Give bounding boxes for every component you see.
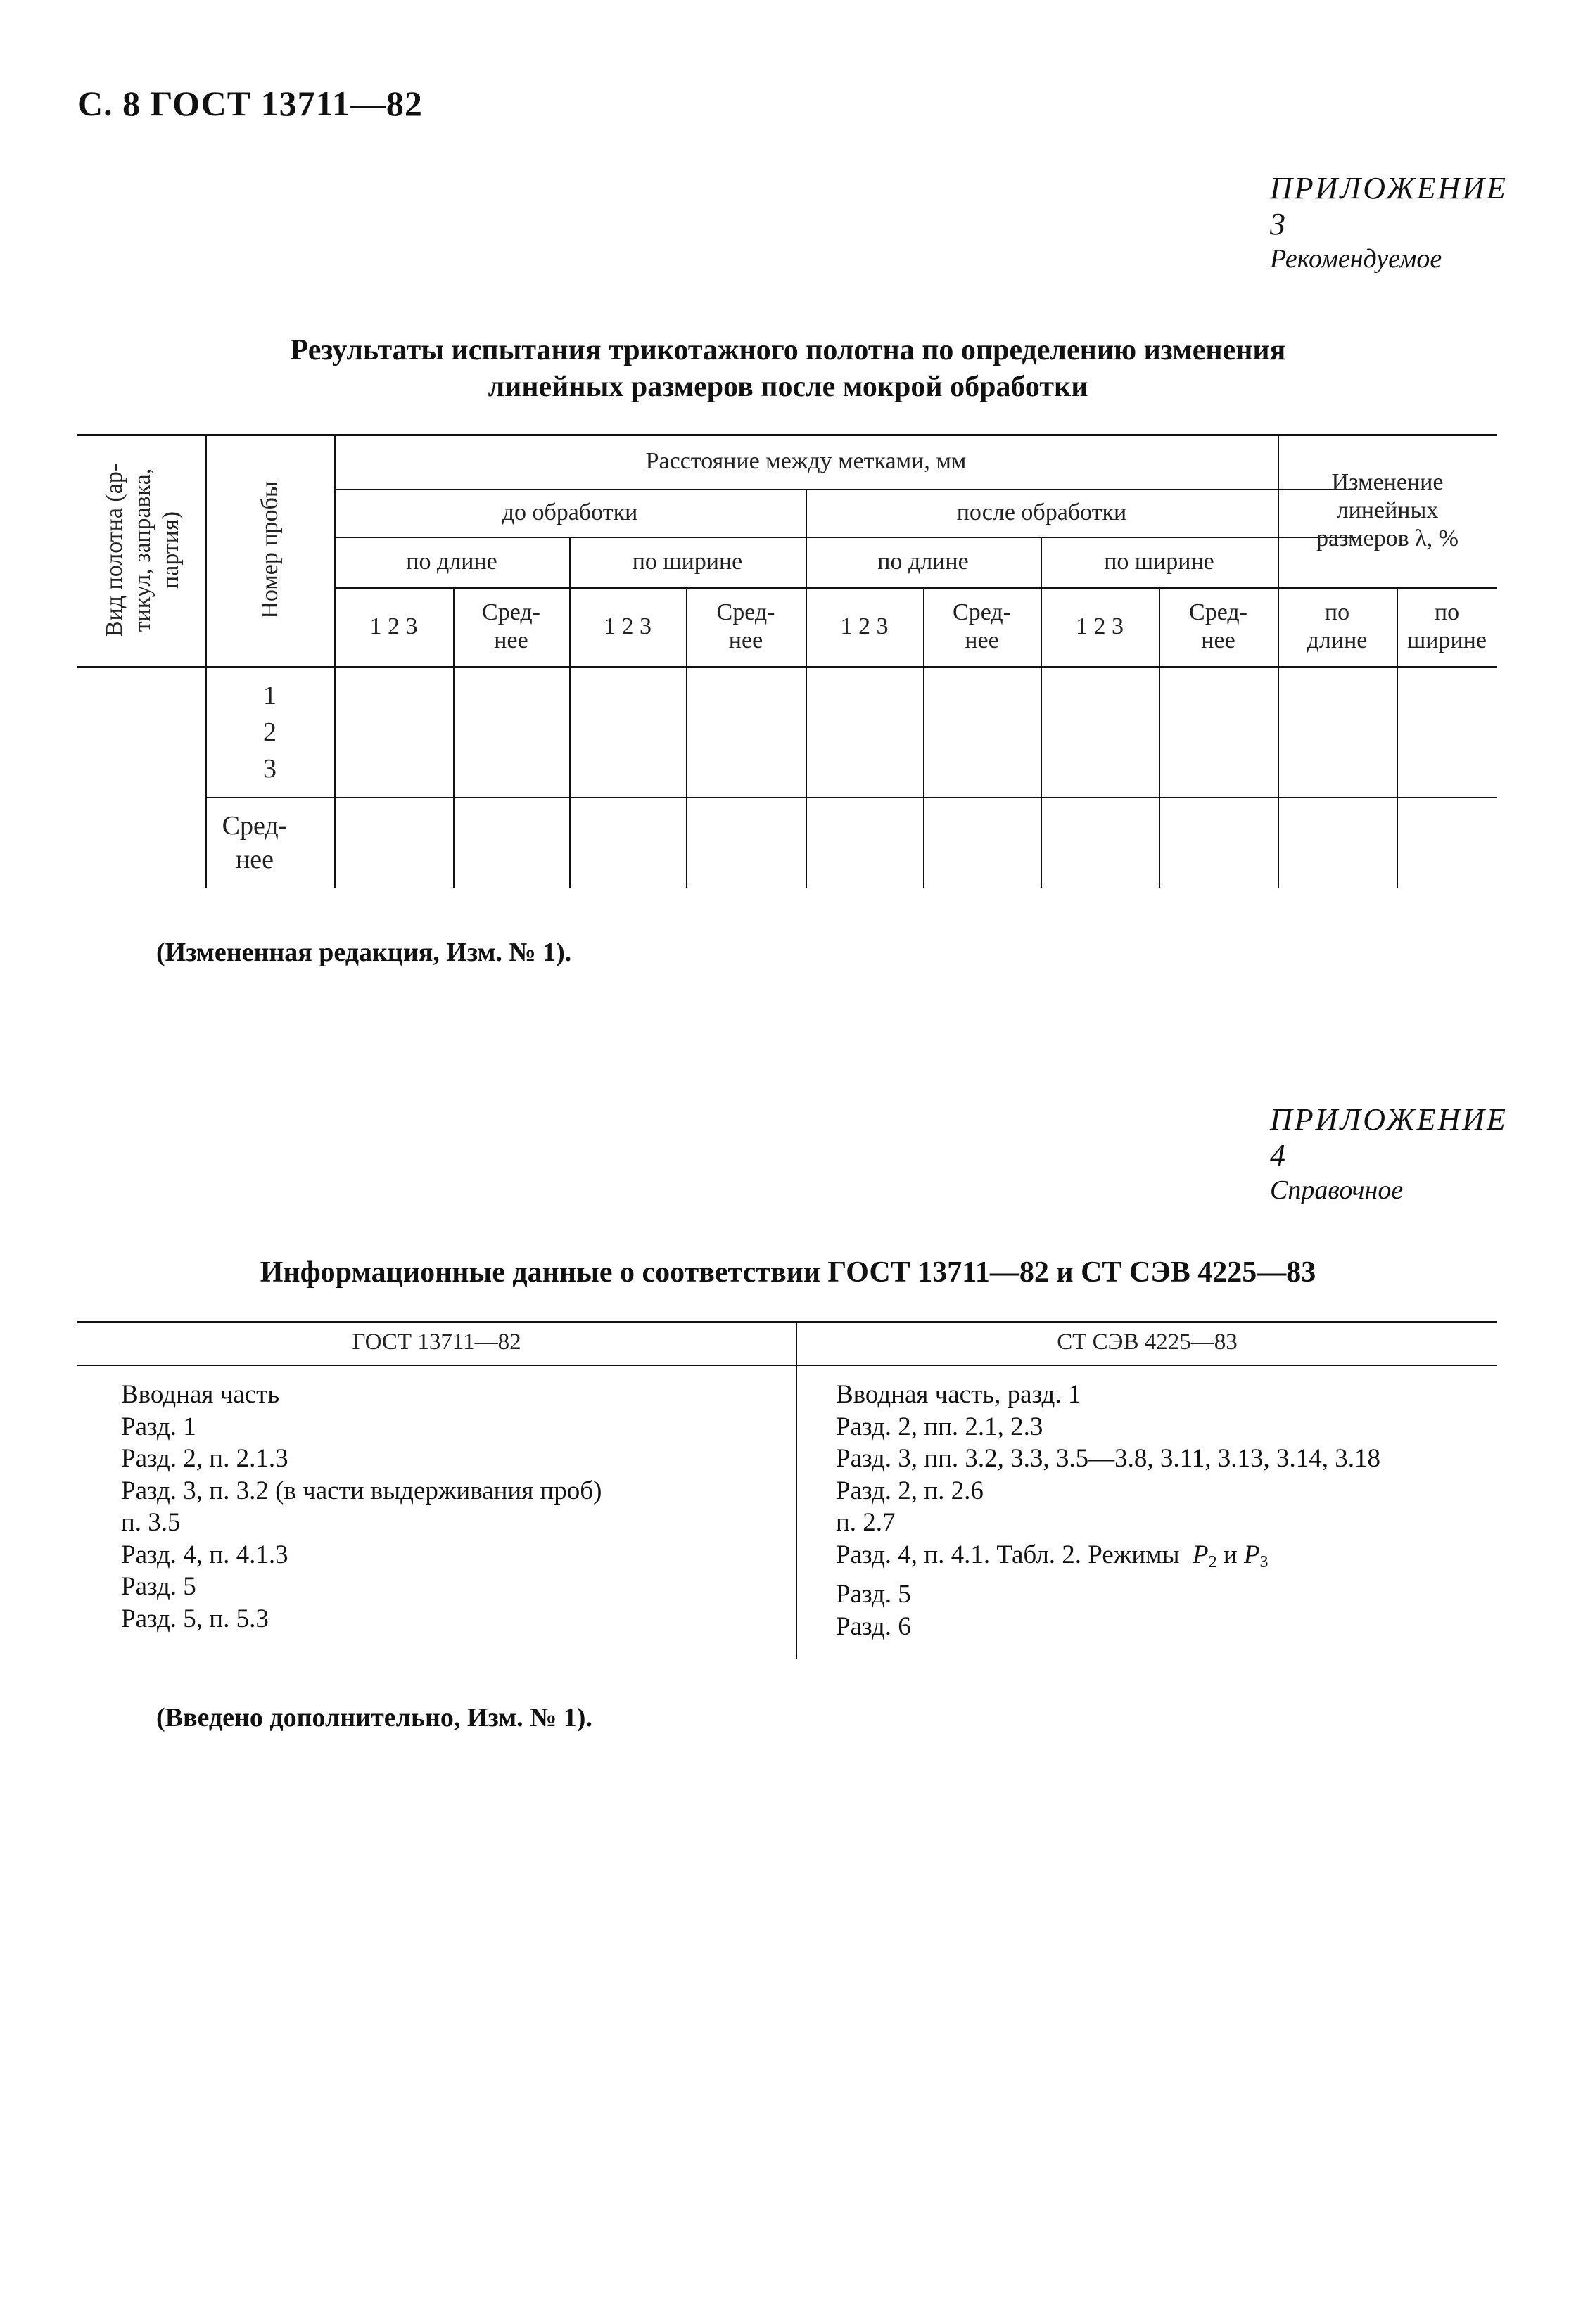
gost-clause: п. 3.5 <box>121 1508 181 1537</box>
amendment-note-2: (Введено дополнительно, Изм. № 1). <box>156 1703 592 1732</box>
appendix-4-subtitle: Справочное <box>1270 1175 1404 1205</box>
appendix-3-subtitle: Рекомендуемое <box>1270 244 1442 274</box>
sample-number: 1 <box>263 681 277 710</box>
sample-numbers <box>205 677 334 787</box>
row-average-label: Сред- нее <box>222 811 288 874</box>
after-by-width: по ширине <box>1104 549 1214 575</box>
seq-cell: 1 2 3 <box>604 613 652 639</box>
amendment-note-1: (Измененная редакция, Изм. № 1). <box>156 938 572 967</box>
col-fabric-kind-line: тикул, заправка, <box>129 468 155 632</box>
gost-clause: Разд. 1 <box>121 1412 196 1441</box>
correspondence-table <box>77 1321 1497 1659</box>
average-cell: Сред- нее <box>953 599 1011 653</box>
appendix-3-label <box>1270 170 1508 274</box>
page-header: С. 8 ГОСТ 13711—82 <box>77 84 423 123</box>
st-sev-clause: Разд. 3, пп. 3.2, 3.3, 3.5—3.8, 3.11, 3.13, 3.14, 3.18 <box>836 1444 1381 1473</box>
table1-title-line2: линейных размеров после мокрой обработки <box>488 371 1088 403</box>
average-cell: Сред- нее <box>716 599 775 653</box>
seq-cell: 1 2 3 <box>1076 613 1124 639</box>
sample-number: 3 <box>263 754 277 784</box>
table1-rule <box>205 797 1497 798</box>
st-sev-clause: Разд. 2, п. 2.6 <box>836 1476 984 1505</box>
after-by-length: по длине <box>877 549 969 575</box>
st-sev-clause: Вводная часть, разд. 1 <box>836 1380 1081 1409</box>
st-sev-clause: Разд. 6 <box>836 1611 911 1641</box>
change-by-width: по ширине <box>1407 599 1487 653</box>
gost-clause: Разд. 5 <box>121 1572 196 1601</box>
table2-header-gost: ГОСТ 13711—82 <box>352 1329 521 1355</box>
table2-header-st-sev: СТ СЭВ 4225—83 <box>1057 1329 1238 1355</box>
change-header <box>1278 434 1497 587</box>
change-header-line: Изменение <box>1331 469 1444 495</box>
results-table <box>77 434 1497 888</box>
col-fabric-kind-line: Вид полотна (ар- <box>101 463 127 637</box>
table1-title <box>0 332 1576 405</box>
before-by-width: по ширине <box>632 549 743 575</box>
table2-title: Информационные данные о соответствии ГОСТ 13711—82 и СТ СЭВ 4225—83 <box>260 1256 1316 1289</box>
col-fabric-kind <box>80 445 206 656</box>
sample-number: 2 <box>263 717 277 747</box>
gost-clause: Разд. 2, п. 2.1.3 <box>121 1444 288 1473</box>
seq-cell: 1 2 3 <box>840 613 889 639</box>
st-sev-clause: Разд. 2, пп. 2.1, 2.3 <box>836 1412 1043 1441</box>
col-sample-number <box>249 445 291 656</box>
table1-header-rule <box>77 666 1497 668</box>
change-by-length: по длине <box>1307 599 1368 653</box>
st-sev-clause: Разд. 4, п. 4.1. Табл. 2. Режимы $P_2$ и $P_3$ <box>836 1540 1269 1571</box>
average-cell: Сред- нее <box>482 599 540 653</box>
st-sev-clause: п. 2.7 <box>836 1508 896 1537</box>
gost-clause: Разд. 5, п. 5.3 <box>121 1604 269 1633</box>
table2-top-rule <box>77 1321 1497 1323</box>
gost-clause: Разд. 4, п. 4.1.3 <box>121 1540 288 1569</box>
appendix-4-title: ПРИЛОЖЕНИЕ 4 <box>1270 1102 1508 1173</box>
col-sample-number-label: Номер пробы <box>257 481 283 619</box>
gost-clauses <box>121 1379 602 1635</box>
gost-clause: Разд. 3, п. 3.2 (в части выдерживания проб) <box>121 1476 602 1505</box>
seq-cell: 1 2 3 <box>369 613 418 639</box>
average-cell: Сред- нее <box>1189 599 1247 653</box>
st-sev-clause: Разд. 5 <box>836 1580 911 1609</box>
after-treatment-header: после обработки <box>956 499 1127 525</box>
before-treatment-header: до обработки <box>502 499 638 525</box>
change-header-line: линейных <box>1336 497 1439 523</box>
distance-header: Расстояние между метками, мм <box>645 448 967 474</box>
col-fabric-kind-line: партия) <box>158 511 184 589</box>
table1-title-line1: Результаты испытания трикотажного полотна по определению изменения <box>290 334 1286 366</box>
appendix-4-label <box>1270 1102 1508 1206</box>
appendix-3-title: ПРИЛОЖЕНИЕ 3 <box>1270 171 1508 241</box>
table2-col-rule <box>796 1321 797 1659</box>
before-by-length: по длине <box>406 549 497 575</box>
st-sev-clauses <box>836 1379 1380 1642</box>
table2-header-rule <box>77 1365 1497 1366</box>
change-header-line: размеров λ, % <box>1316 525 1459 551</box>
gost-clause: Вводная часть <box>121 1380 280 1409</box>
